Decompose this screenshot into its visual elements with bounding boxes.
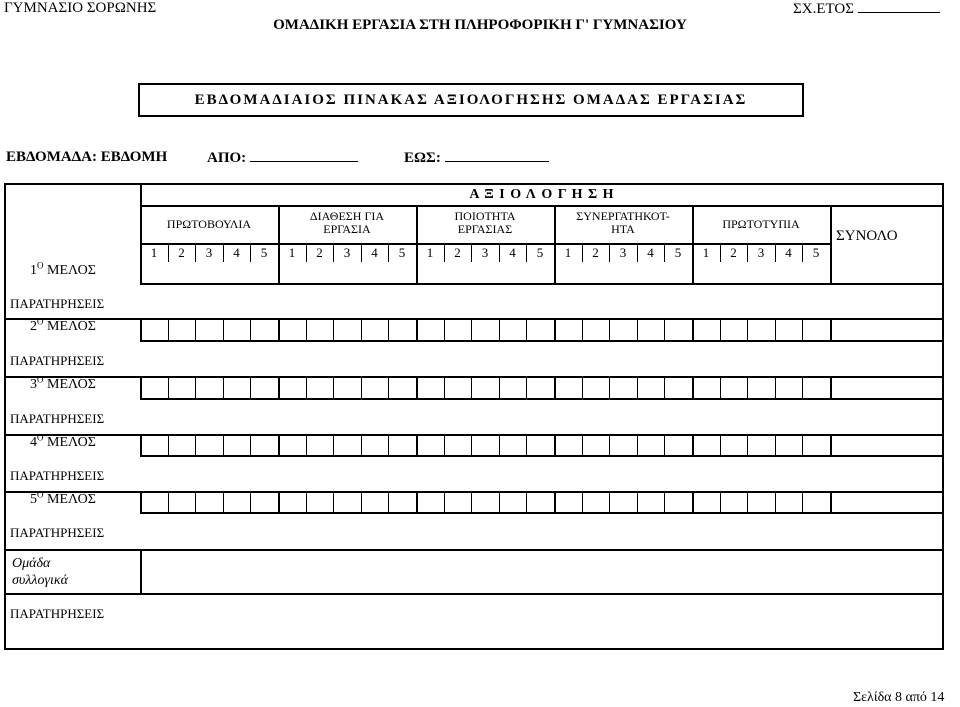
score-cell-divider: [609, 434, 610, 455]
score-cell-divider: [195, 491, 196, 512]
score-cell-divider: [223, 376, 224, 398]
notes-label: ΠΑΡΑΤΗΡΗΣΕΙΣ: [10, 525, 105, 540]
score-cell-divider: [526, 434, 527, 455]
school-year-label: ΣΧ.ΕΤΟΣ: [793, 1, 854, 17]
score-cell-divider: [416, 491, 418, 512]
score-number: 3: [343, 245, 351, 260]
label-col-divider: [140, 491, 142, 512]
member-row-bottom: [140, 512, 944, 514]
score-cell-divider: [195, 318, 196, 340]
label-col-divider: [140, 376, 142, 398]
school-name: ΓΥΜΝΑΣΙΟ ΣΟΡΩΝΗΣ: [4, 0, 157, 16]
from-label: ΑΠΟ:: [207, 150, 247, 166]
score-number: 4: [371, 245, 378, 260]
member-number: 4: [30, 435, 37, 450]
score-cell-divider: [554, 491, 556, 512]
score-cell-divider: [526, 491, 527, 512]
score-cell-divider: [278, 434, 280, 455]
score-number: 1: [426, 245, 434, 260]
group-header-divider: [140, 205, 944, 207]
page-number: Σελίδα 8 από 14: [853, 690, 945, 705]
score-cell-divider: [471, 491, 472, 512]
score-cell-divider: [692, 376, 694, 398]
score-cell-divider: [720, 376, 721, 398]
score-number: 1: [150, 245, 158, 260]
total-header: ΣΥΝΟΛΟ: [836, 228, 898, 244]
score-cell-divider: [637, 434, 638, 455]
score-number: 4: [509, 245, 516, 260]
score-cell-divider: [333, 318, 334, 340]
score-cell-divider: [582, 434, 583, 455]
member-row-top: [6, 491, 944, 493]
score-cell-divider: [416, 376, 418, 398]
score-cell-divider: [802, 318, 803, 340]
total-col-divider: [830, 434, 832, 455]
score-cell-divider: [499, 491, 500, 512]
score-cell-divider: [775, 318, 776, 340]
category-header: ΠΡΩΤΟΒΟΥΛΙΑ: [166, 217, 252, 231]
score-number: 1: [702, 245, 710, 260]
score-cell-divider: [471, 318, 472, 340]
subtitle: ΟΜΑΔΙΚΗ ΕΡΓΑΣΙΑ ΣΤΗ ΠΛΗΡΟΦΟΡΙΚΗ Γ' ΓΥΜΝΑΣΙΟΥ: [273, 17, 687, 33]
member-word: ΜΕΛΟΣ: [43, 319, 96, 334]
member-number: 5: [30, 492, 37, 507]
score-cell-divider: [664, 376, 665, 398]
label-col-divider: [140, 318, 142, 340]
member-word: ΜΕΛΟΣ: [43, 263, 96, 278]
to-field: [404, 149, 549, 166]
total-col-divider: [830, 262, 832, 283]
score-cell-divider: [444, 491, 445, 512]
total-col-divider: [830, 491, 832, 512]
score-cell-divider: [775, 434, 776, 455]
score-cell-divider: [609, 376, 610, 398]
member-row-bottom: [140, 340, 944, 342]
score-cell-divider: [361, 434, 362, 455]
score-number: 5: [536, 245, 544, 260]
score-number: 5: [260, 245, 268, 260]
score-cell-divider: [802, 434, 803, 455]
score-cell-divider: [775, 376, 776, 398]
score-cell-divider: [664, 434, 665, 455]
score-cell-divider: [526, 318, 527, 340]
member-label: [30, 432, 96, 450]
label-col-divider: [140, 262, 142, 283]
score-cell-divider: [637, 318, 638, 340]
score-number: 5: [674, 245, 682, 260]
group-row-bottom: [6, 593, 944, 595]
notes-label: ΠΑΡΑΤΗΡΗΣΕΙΣ: [10, 606, 105, 621]
score-cell-divider: [554, 434, 556, 455]
score-cell-divider: [802, 376, 803, 398]
score-cell-divider: [582, 491, 583, 512]
score-cell-divider: [499, 434, 500, 455]
score-number: 3: [619, 245, 627, 260]
member-number: 3: [30, 377, 37, 392]
score-cell-divider: [168, 376, 169, 398]
group-row-top: [6, 549, 944, 551]
category-header: ΠΡΩΤΟΤΥΠΙΑ: [722, 217, 800, 231]
score-cell-divider: [692, 318, 694, 340]
score-number: 3: [205, 245, 213, 260]
score-cell-divider: [306, 376, 307, 398]
score-number: 4: [785, 245, 792, 260]
score-cell-divider: [637, 491, 638, 512]
score-cell-divider: [278, 376, 280, 398]
member-label: [30, 316, 96, 334]
score-cell-divider: [609, 318, 610, 340]
score-number: 5: [398, 245, 406, 260]
score-number: 4: [647, 245, 654, 260]
score-cell-divider: [250, 434, 251, 455]
group-row-label: Ομάδα συλλογικά: [12, 556, 68, 588]
member-label: [30, 489, 96, 507]
score-cell-divider: [168, 434, 169, 455]
score-cell-divider: [692, 434, 694, 455]
score-cell-divider: [306, 318, 307, 340]
score-cell-divider: [250, 376, 251, 398]
total-col-divider: [830, 376, 832, 398]
to-date-blank[interactable]: [445, 149, 549, 162]
score-number: 2: [178, 245, 185, 260]
score-cell-divider: [720, 318, 721, 340]
member-row-bottom: [140, 283, 944, 285]
score-cell-divider: [416, 434, 418, 455]
score-cell-divider: [554, 318, 556, 340]
score-number: 2: [454, 245, 461, 260]
category-header: ΠΟΙΟΤΗΤΑ ΕΡΓΑΣΙΑΣ: [454, 209, 516, 236]
member-number: 1: [30, 263, 37, 278]
score-cell-divider: [582, 376, 583, 398]
notes-label: ΠΑΡΑΤΗΡΗΣΕΙΣ: [10, 296, 105, 311]
member-row-bottom: [140, 455, 944, 457]
score-number: 1: [564, 245, 572, 260]
label-col-divider: [140, 434, 142, 455]
score-cell-divider: [361, 376, 362, 398]
score-cell-divider: [416, 318, 418, 340]
member-ordinal: Ο: [37, 374, 44, 385]
category-header: ΔΙΑΘΕΣΗ ΓΙΑ ΕΡΓΑΣΙΑ: [309, 209, 385, 236]
page-title: ΕΒΔΟΜΑΔΙΑΙΟΣ ΠΙΝΑΚΑΣ ΑΞΙΟΛΟΓΗΣΗΣ ΟΜΑΔΑΣ ΕΡΓΑΣΙΑΣ: [138, 83, 804, 117]
week-label: ΕΒΔΟΜΑΔΑ: ΕΒΔΟΜΗ: [6, 149, 168, 165]
score-number: 2: [592, 245, 599, 260]
score-cell-divider: [747, 491, 748, 512]
score-cell-divider: [609, 491, 610, 512]
total-col-divider: [830, 318, 832, 340]
score-cell-divider: [802, 491, 803, 512]
label-col-divider: [140, 549, 142, 593]
score-cell-divider: [720, 491, 721, 512]
score-cell-divider: [747, 434, 748, 455]
score-cell-divider: [637, 376, 638, 398]
group-header: Α Ξ Ι Ο Λ Ο Γ Η Σ Η: [469, 187, 615, 202]
score-cell-divider: [306, 434, 307, 455]
score-number: 4: [233, 245, 240, 260]
score-cell-divider: [554, 376, 556, 398]
score-cell-divider: [223, 318, 224, 340]
member-word: ΜΕΛΟΣ: [43, 435, 96, 450]
score-cell-divider: [223, 434, 224, 455]
score-cell-divider: [388, 491, 389, 512]
score-cell-divider: [388, 434, 389, 455]
member-ordinal: Ο: [37, 260, 44, 271]
score-cell-divider: [195, 434, 196, 455]
score-cell-divider: [250, 491, 251, 512]
score-cell-divider: [444, 434, 445, 455]
score-cell-divider: [471, 434, 472, 455]
score-cell-divider: [582, 318, 583, 340]
score-cell-divider: [747, 318, 748, 340]
score-cell-divider: [692, 491, 694, 512]
member-row-bottom: [140, 398, 944, 400]
score-cell-divider: [388, 376, 389, 398]
member-label: [30, 374, 96, 392]
from-date-blank[interactable]: [250, 149, 358, 162]
score-cell-divider: [499, 376, 500, 398]
score-cell-divider: [306, 491, 307, 512]
member-label: [30, 260, 96, 278]
score-number: 3: [481, 245, 489, 260]
to-label: ΕΩΣ:: [404, 150, 441, 166]
notes-label: ΠΑΡΑΤΗΡΗΣΕΙΣ: [10, 411, 105, 426]
score-cell-divider: [223, 491, 224, 512]
from-field: [207, 149, 358, 166]
score-cell-divider: [278, 491, 280, 512]
score-number: 3: [757, 245, 765, 260]
member-ordinal: Ο: [37, 489, 44, 500]
score-cell-divider: [499, 318, 500, 340]
score-cell-divider: [278, 318, 280, 340]
score-cell-divider: [664, 491, 665, 512]
score-cell-divider: [388, 318, 389, 340]
score-number: 5: [812, 245, 820, 260]
score-cell-divider: [333, 491, 334, 512]
score-cell-divider: [720, 434, 721, 455]
member-row-top: [6, 318, 944, 320]
score-number: 1: [288, 245, 296, 260]
score-cell-divider: [361, 318, 362, 340]
score-cell-divider: [775, 491, 776, 512]
score-cell-divider: [526, 376, 527, 398]
notes-label: ΠΑΡΑΤΗΡΗΣΕΙΣ: [10, 353, 105, 368]
score-cell-divider: [664, 318, 665, 340]
score-cell-divider: [333, 434, 334, 455]
notes-label: ΠΑΡΑΤΗΡΗΣΕΙΣ: [10, 468, 105, 483]
score-cell-divider: [250, 318, 251, 340]
score-cell-divider: [195, 376, 196, 398]
category-col-divider: [692, 205, 694, 283]
member-row-top: [6, 376, 944, 378]
school-year: [793, 0, 940, 17]
member-row-top: [6, 434, 944, 436]
member-word: ΜΕΛΟΣ: [43, 377, 96, 392]
member-number: 2: [30, 319, 37, 334]
school-year-blank[interactable]: [858, 0, 940, 13]
score-cell-divider: [747, 376, 748, 398]
score-cell-divider: [444, 318, 445, 340]
member-ordinal: Ο: [37, 316, 44, 327]
score-cell-divider: [168, 491, 169, 512]
score-cell-divider: [168, 318, 169, 340]
score-cell-divider: [333, 376, 334, 398]
score-number: 2: [730, 245, 737, 260]
score-number: 2: [316, 245, 323, 260]
member-ordinal: Ο: [37, 432, 44, 443]
member-word: ΜΕΛΟΣ: [43, 492, 96, 507]
score-cell-divider: [444, 376, 445, 398]
score-cell-divider: [361, 491, 362, 512]
category-header: ΣΥΝΕΡΓΑΤΗΚΟΤ- ΗΤΑ: [576, 209, 670, 236]
score-cell-divider: [471, 376, 472, 398]
